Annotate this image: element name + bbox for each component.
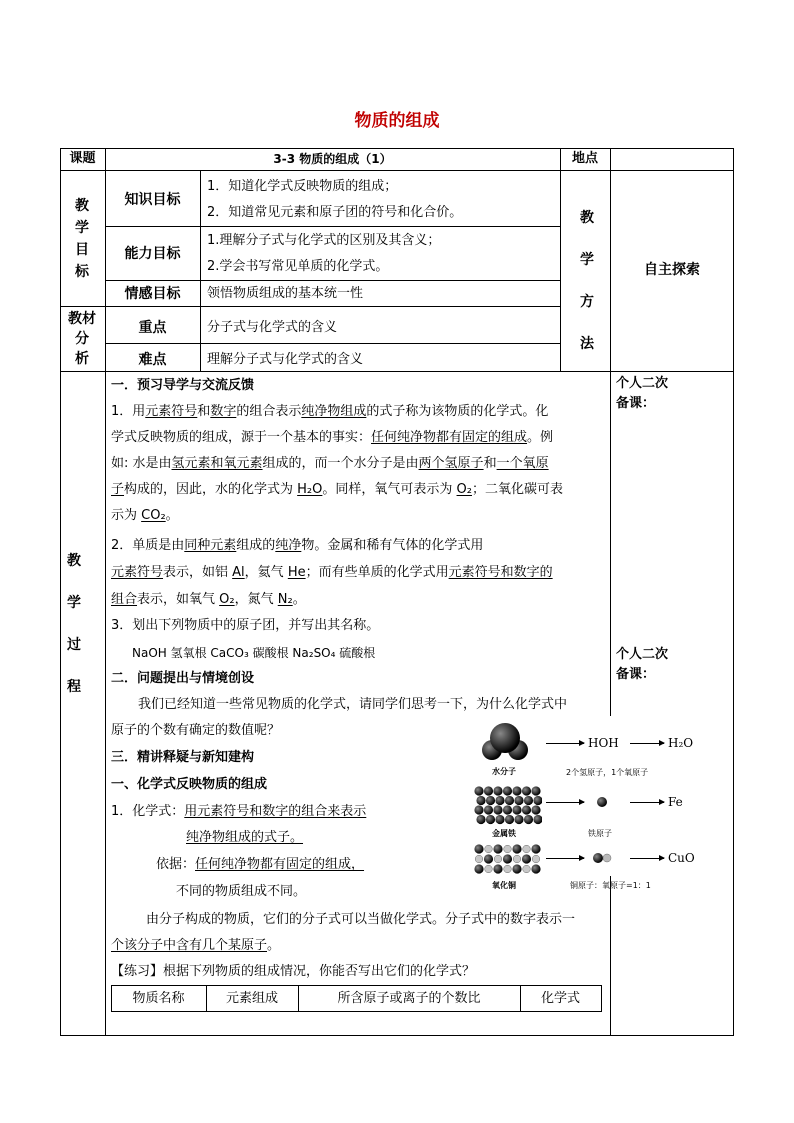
iron-atom [524,815,533,824]
radical-examples: NaOH 氢氧根 CaCO₃ 碳酸根 Na₂SO₄ 硫酸根 [132,646,376,660]
iron-atom [531,805,540,814]
oxygen-atom [504,845,512,853]
iron-atom [495,815,504,824]
basis-line-2: 不同的物质组成不同。 [176,884,307,899]
knowledge-goal-label: 知识目标 [124,192,181,208]
iron-atom [474,805,483,814]
molecule-text-1: 由分子构成的物质，它们的分子式可以当做化学式。分子式中的数字表示一 [146,912,576,927]
section-3-title: 三．精讲释疑与新知建构 [111,750,255,765]
ability-goal-1: 1.理解分子式与化学式的区别及其含义； [207,233,441,248]
paragraph-2-line-3: 组合表示，如氧气 O₂，氮气 N₂。 [111,592,306,607]
definition-line-1: 1．化学式：用元素符号和数字的组合来表示 [111,804,367,819]
iron-atom [524,796,533,805]
iron-atom [484,786,493,795]
personal-notes-2: 个人二次 备课： [616,647,669,682]
table-header-ratio: 所含原子或离子的个数比 [337,991,481,1006]
copper-atom [531,844,540,853]
oxygen-atom [485,845,493,853]
iron-atom [533,796,542,805]
knowledge-goal-2: 2．知道常见元素和原子团的符号和化合价。 [207,205,463,220]
method-value: 自主探索 [644,262,700,278]
paragraph-1-line-5: 示为 CO₂。 [111,508,179,523]
water-molecule-image [480,720,530,764]
section-2-text-1: 我们已经知道一些常见物质的化学式，请同学们思考一下，为什么化学式中 [138,697,568,712]
iron-formula: Fe [668,795,683,809]
paragraph-1-line-1: 1．用元素符号和数字的组合表示纯净物组成的式子称为该物质的化学式。化 [111,404,549,419]
copper-atom [474,864,483,873]
iron-atom [531,786,540,795]
copper-atom [493,864,502,873]
cuo-label: 氧化铜 [492,881,516,890]
personal-notes-1: 个人二次 备课： [616,376,669,411]
copper-atom [522,854,531,863]
process-side-label: 教 学 过 程 [67,553,81,695]
oxygen-atom [532,855,540,863]
iron-atom-icon [596,796,608,808]
water-formula-1: HOH [588,736,619,750]
water-label: 水分子 [492,767,516,776]
oxygen-atom [485,865,493,873]
iron-atom [484,805,493,814]
iron-atom [503,786,512,795]
paragraph-1-line-2: 学式反映物质的组成，源于一个基本的事实：任何纯净物都有固定的组成。例 [111,430,554,445]
ability-goal-2: 2.学会书写常见单质的化学式。 [207,259,389,274]
iron-atom [495,796,504,805]
iron-atom [512,786,521,795]
table-header-formula: 化学式 [540,991,580,1006]
iron-atom [476,796,485,805]
arrow-icon [630,743,664,744]
arrow-icon [630,802,664,803]
cuo-note: 铜原子：氧原子=1：1 [570,881,651,890]
paragraph-2-line-2: 元素符号表示，如铝 Al，氦气 He；而有些单质的化学式用元素符号和数字的 [111,565,553,580]
section-1-title: 一．预习导学与交流反馈 [111,378,255,393]
iron-atom [493,805,502,814]
cuo-formula: CuO [668,851,695,865]
page-title: 物质的组成 [354,111,440,131]
copper-atom [493,844,502,853]
copper-atom [512,864,521,873]
arrow-icon [546,858,584,859]
copper-atom [474,844,483,853]
iron-atom [493,786,502,795]
copper-atom [503,854,512,863]
arrow-icon [630,858,664,859]
section-2-text-2: 原子的个数有确定的数值呢？ [111,723,281,738]
copper-oxygen-atoms-icon [592,852,614,864]
key-point-text: 分子式与化学式的含义 [207,320,338,335]
iron-atom [514,815,523,824]
iron-atom [505,796,514,805]
copper-atom [484,854,493,863]
oxygen-atom [475,855,483,863]
section-3-subtitle: 一、化学式反映物质的组成 [111,777,268,792]
copper-oxide-lattice-image [474,844,542,876]
table-header-name: 物质名称 [132,991,185,1006]
knowledge-goal-1: 1．知道化学式反映物质的组成； [207,179,398,194]
iron-atom [474,786,483,795]
molecule-text-2: 个该分子中含有几个某原子。 [111,938,281,953]
iron-atom [522,805,531,814]
iron-atom-label: 铁原子 [588,829,612,838]
emotion-goal-label: 情感目标 [124,286,181,302]
method-side-label: 教 学 方 法 [580,210,594,352]
iron-lattice-image [474,786,542,826]
table-header-elements: 元素组成 [225,991,278,1006]
iron-atom [505,815,514,824]
oxygen-atom [513,855,521,863]
iron-atom [486,796,495,805]
iron-atom [476,815,485,824]
iron-label: 金属铁 [492,829,516,838]
water-formula-2: H₂O [668,736,694,750]
place-label: 地点 [571,151,598,166]
emotion-goal-text: 领悟物质组成的基本统一性 [207,286,364,301]
oxygen-atom [504,865,512,873]
paragraph-1-line-4: 子构成的，因此，水的化学式为 H₂O。同样，氧气可表示为 O₂；二氧化碳可表 [111,482,563,497]
iron-atom [533,815,542,824]
difficult-point-label: 难点 [138,352,167,368]
arrow-icon [546,743,584,744]
arrow-icon [546,802,584,803]
copper-atom [531,864,540,873]
topic-value: 3-3 物质的组成（1） [273,152,392,166]
iron-atom [514,796,523,805]
basis-line-1: 依据：任何纯净物都有固定的组成， [156,857,365,872]
oxygen-atom [523,865,531,873]
paragraph-3: 3．划出下列物质中的原子团，并写出其名称。 [111,618,380,633]
exercise-prompt: 【练习】根据下列物质的组成情况，你能否写出它们的化学式？ [111,964,476,979]
key-point-label: 重点 [138,320,167,336]
material-side-label: 教材 分 析 [68,311,96,367]
iron-atom [522,786,531,795]
topic-label: 课题 [69,151,96,166]
paragraph-1-line-3: 如: 水是由氢元素和氧元素组成的，而一个水分子是由两个氢原子和一个氧原 [111,456,549,471]
definition-line-2: 纯净物组成的式子。 [186,830,304,845]
iron-atom [486,815,495,824]
ability-goal-label: 能力目标 [124,246,181,262]
oxygen-atom [523,845,531,853]
copper-atom [512,844,521,853]
difficult-point-text: 理解分子式与化学式的含义 [207,352,364,367]
oxygen-atom [494,855,502,863]
goals-side-label: 教 学 目 标 [75,198,89,280]
section-2-title: 二．问题提出与情境创设 [111,671,255,686]
paragraph-2-line-1: 2．单质是由同种元素组成的纯净物。金属和稀有气体的化学式用 [111,538,484,553]
water-note: 2个氢原子，1个氧原子 [566,768,649,777]
iron-atom [503,805,512,814]
iron-atom [512,805,521,814]
composition-figure [470,716,710,876]
